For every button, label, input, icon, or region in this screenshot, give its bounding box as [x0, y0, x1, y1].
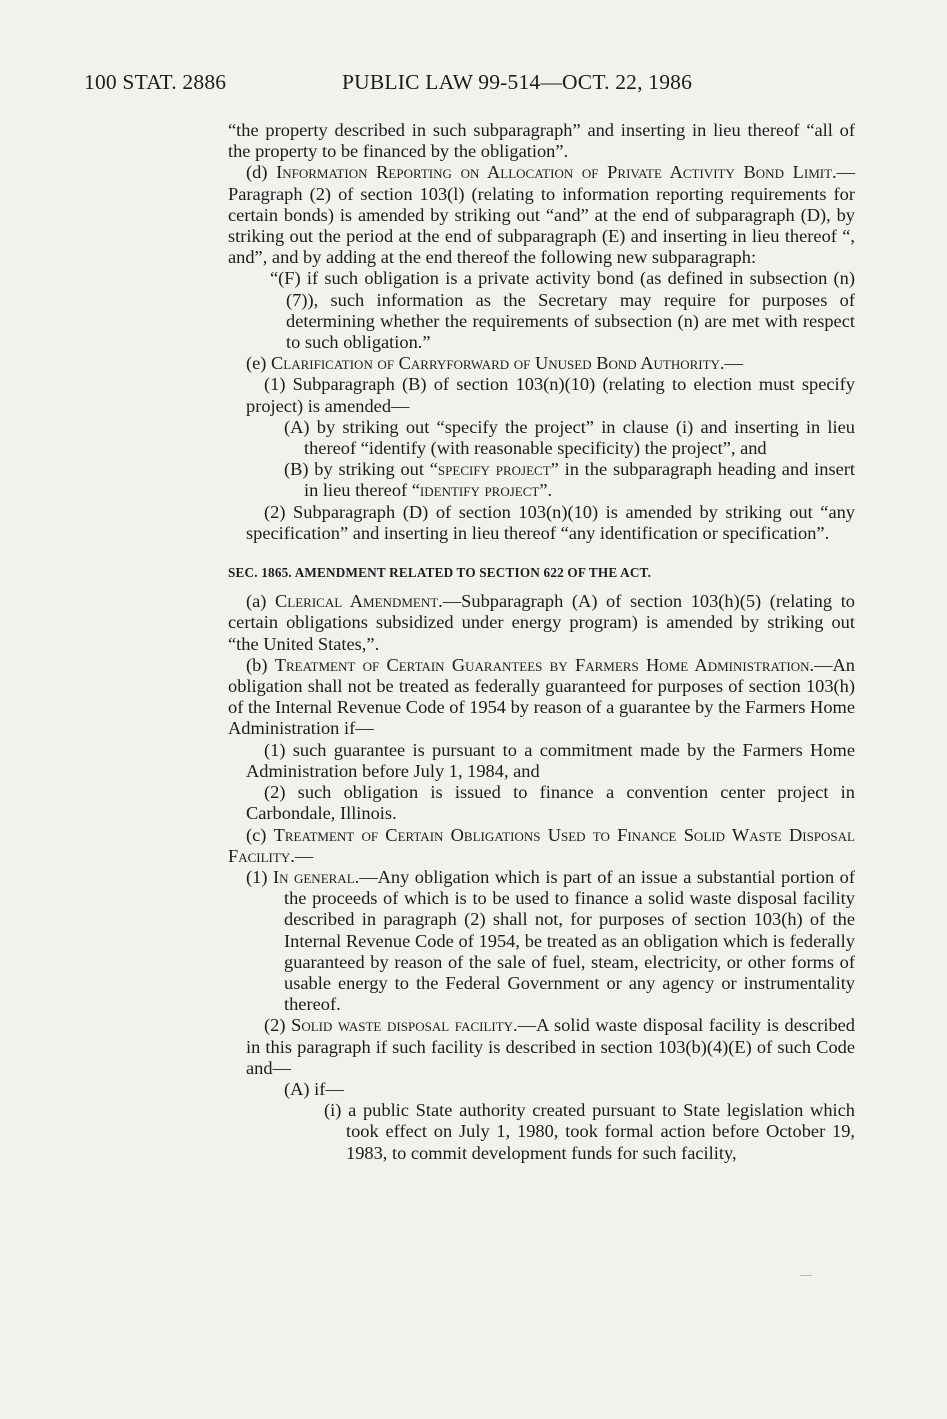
clause-c2a-i: (i) a public State authority created pursuant to State legislation which took effect on July 1, 1980, took formal action before October 19, 1983, to commit development funds for such facility, [324, 1100, 855, 1163]
subsection-a: (a) Clerical Amendment.—Subparagraph (A) of section 103(h)(5) (relating to certain obligations subsidized under energy program) is amended by striking out “the United States,”. [228, 591, 855, 654]
document-body [228, 120, 855, 1164]
subparagraph-e1b: (B) by striking out “specify project” in the subparagraph heading and insert in lieu thereof “identify project”. [284, 459, 855, 501]
paragraph-e2: (2) Subparagraph (D) of section 103(n)(10) is amended by striking out “any specification” and inserting in lieu thereof “any identification or specification”. [246, 501, 855, 543]
subsection-d: (d) Information Reporting on Allocation of Private Activity Bond Limit.—Paragraph (2) of section 103(l) (relating to information reporting requirements for certain bonds) is amended by striking out “and” at the end of subparagraph (D), by striking out the period at the end of subparagraph (E) and inserting in lieu thereof “, and”, and by adding at the end thereof the following new subparagraph: [228, 162, 856, 268]
subparagraph-c2a: (A) if— [284, 1078, 344, 1099]
paragraph-b2: (2) such obligation is issued to finance a convention center project in Carbondale, Illinois. [246, 782, 855, 824]
law-citation: PUBLIC LAW 99-514—OCT. 22, 1986 [342, 70, 693, 94]
paragraph: “the property described in such subparagraph” and inserting in lieu thereof “all of the property to be financed by the obligation”. [228, 120, 855, 162]
subsection-b: (b) Treatment of Certain Guarantees by Farmers Home Administration.—An obligation shall not be treated as federally guaranteed for purposes of section 103(h) of the Internal Revenue Code of 1954 by reason of a guarantee by the Farmers Home Administration if— [228, 654, 856, 739]
paragraph-b1: (1) such guarantee is pursuant to a commitment made by the Farmers Home Administration before July 1, 1984, and [246, 739, 855, 781]
section-heading: SEC. 1865. AMENDMENT RELATED TO SECTION 622 OF THE ACT. [228, 565, 652, 581]
paragraph-c2: (2) Solid waste disposal facility.—A solid waste disposal facility is described in this paragraph if such facility is described in section 103(b)(4)(E) of such Code and— [246, 1015, 856, 1078]
paragraph-heading: Solid waste disposal facility. [291, 1015, 518, 1036]
quoted-subparagraph-f: “(F) if such obligation is a private activity bond (as defined in subsection (n)(7)), such information as the Secretary may require for purposes of determining whether the requirements of subsection (n) are met with respect to such obligation.” [270, 268, 855, 353]
subparagraph-e1a: (A) by striking out “specify the project” in clause (i) and inserting in lieu thereof “identify (with reasonable specificity) the project”, and [284, 416, 855, 459]
subsection-c: (c) Treatment of Certain Obligations Used to Finance Solid Waste Disposal Facility.— [228, 824, 855, 866]
subsection-heading: Clarification of Carryforward of Unused Bond Authority. [271, 353, 725, 374]
stat-page-number: 100 STAT. 2886 [84, 70, 227, 94]
scan-mark [800, 1275, 812, 1276]
subsection-heading: Treatment of Certain Obligations Used to Finance Solid Waste Disposal Facility. [228, 824, 855, 866]
paragraph-e1: (1) Subparagraph (B) of section 103(n)(10) (relating to election must specify project) is amended— [246, 374, 855, 416]
subsection-heading: Treatment of Certain Guarantees by Farmers Home Administration. [274, 654, 815, 675]
subsection-heading: Information Reporting on Allocation of Private Activity Bond Limit. [276, 162, 837, 183]
paragraph-heading: In general. [272, 866, 360, 887]
paragraph-c1: (1) In general.—Any obligation which is part of an issue a substantial portion of the proceeds of which is to be used to finance a solid waste disposal facility described in paragraph (2) shall not, for purposes of section 103(h) of the Internal Revenue Code of 1954, be treated as an obligation which is federally guaranteed by reason of the sale of fuel, steam, electricity, or other forms of usable energy to the Federal Government or any agency or instrumentality thereof. [246, 866, 855, 1015]
subsection-heading: Clerical Amendment. [275, 591, 443, 612]
subsection-e: (e) Clarification of Carryforward of Unused Bond Authority.— [246, 353, 743, 374]
